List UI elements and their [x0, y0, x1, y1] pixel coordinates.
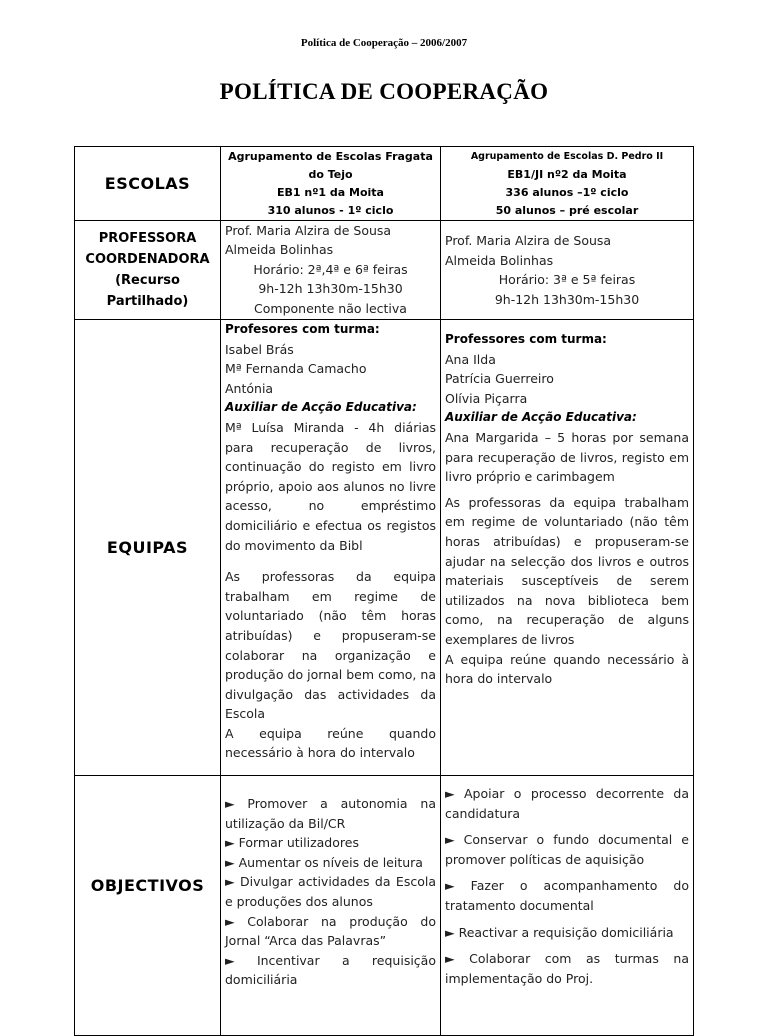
objective-item: ► Conservar o fundo documental e promover políticas de aquisição — [445, 832, 689, 867]
objective-item: ► Fazer o acompanhamento do tratamento documental — [445, 878, 689, 913]
cooperation-table — [74, 146, 694, 1036]
school-line: 336 alunos –1º ciclo — [505, 186, 629, 199]
objectives-fragata — [221, 776, 441, 1036]
label-equipas: EQUIPAS — [75, 320, 221, 776]
auxiliar-text: Mª Luísa Miranda - 4h diárias para recuperação de livros, continuação do registo em livro próprio, apoio aos alunos no livre acesso, no empréstimo domiciliário e efectua os registos do movimento da Bibl — [225, 419, 436, 553]
row-objectivos — [75, 776, 694, 1036]
team-member: Olívia Piçarra — [445, 390, 528, 406]
coordinator-name: Almeida Bolinhas — [225, 242, 334, 258]
school-line: EB1 nº1 da Moita — [277, 186, 384, 199]
school-dpedro — [441, 147, 694, 221]
team-member: Ana Ilda — [445, 351, 496, 367]
meeting-text: A equipa reúne quando necessário à hora do intervalo — [225, 725, 436, 761]
auxiliar-heading: Auxiliar de Acção Educativa: — [445, 410, 637, 425]
coordinator-note: Componente não lectiva — [254, 300, 407, 316]
label-line: (Recurso — [115, 273, 180, 288]
auxiliar-text: Ana Margarida – 5 horas por semana para recuperação de livros, registo em livro próprio e carimbagem — [445, 429, 689, 485]
objective-item: ► Aumentar os níveis de leitura — [225, 854, 423, 870]
objective-item: ► Reactivar a requisição domiciliária — [445, 924, 674, 940]
coordinator-schedule: Horário: 2ª,4ª e 6ª feiras — [253, 261, 408, 277]
school-fragata — [221, 147, 441, 221]
coordinator-name: Prof. Maria Alzira de Sousa — [445, 233, 612, 248]
objective-item: ► Colaborar na produção do Jornal “Arca das Palavras” — [225, 913, 436, 949]
school-line: do Tejo — [308, 168, 353, 181]
team-member: Antónia — [225, 380, 274, 396]
row-professora — [75, 221, 694, 320]
volunteer-text: As professoras da equipa trabalham em regime de voluntariado (não têm horas atribuídas) e propuseram-se colaborar na organização e produção do jornal bem como, na divulgação das actividades da Escola — [225, 569, 436, 722]
label-escolas: ESCOLAS — [75, 147, 221, 221]
label-objectivos: OBJECTIVOS — [75, 776, 221, 1036]
label-line: PROFESSORA — [98, 231, 197, 246]
coordinator-hours: 9h-12h 13h30m-15h30 — [494, 291, 640, 307]
objective-item: ► Formar utilizadores — [225, 835, 359, 851]
coordinator-fragata — [221, 221, 441, 320]
label-line: Partilhado) — [106, 294, 189, 309]
coordinator-schedule: Horário: 3ª e 5ª feiras — [498, 272, 636, 288]
objective-item: ► Divulgar actividades da Escola e produções dos alunos — [225, 874, 436, 909]
school-line: EB1/JI nº2 da Moita — [507, 168, 627, 181]
school-line: 50 alunos – pré escolar — [495, 204, 639, 217]
running-header: Política de Cooperação – 2006/2007 — [300, 37, 468, 49]
team-heading: Professores com turma: — [445, 332, 607, 346]
auxiliar-heading: Auxiliar de Acção Educativa: — [225, 400, 417, 415]
school-line: Agrupamento de Escolas D. Pedro II — [470, 151, 664, 162]
team-heading: Profesores com turma: — [225, 322, 380, 336]
meeting-text: A equipa reúne quando necessário à hora do intervalo — [445, 651, 689, 687]
volunteer-text: As professoras da equipa trabalham em regime de voluntariado (não têm horas atribuídas) e propuseram-se ajudar na selecção dos livros e outros materiais susceptíveis de serem utilizados na nova biblioteca bem como, na recuperação de alguns exemplares de livros — [445, 494, 689, 647]
objective-item: ► Colaborar com as turmas na implementação do Proj. — [445, 951, 689, 986]
row-escolas — [75, 147, 694, 221]
team-dpedro — [441, 320, 694, 776]
team-member: Mª Fernanda Camacho — [225, 361, 367, 377]
row-equipas — [75, 320, 694, 776]
objective-item: ► Incentivar a requisição domiciliária — [225, 952, 436, 988]
page-title: POLÍTICA DE COOPERAÇÃO — [219, 79, 549, 104]
team-member: Patrícia Guerreiro — [445, 371, 554, 387]
team-member: Isabel Brás — [225, 341, 294, 357]
coordinator-hours: 9h-12h 13h30m-15h30 — [258, 281, 403, 297]
coordinator-name: Prof. Maria Alzira de Sousa — [225, 223, 392, 238]
label-professora — [75, 221, 221, 320]
coordinator-name: Almeida Bolinhas — [445, 252, 554, 268]
label-line: COORDENADORA — [85, 252, 210, 267]
school-line: 310 alunos - 1º ciclo — [267, 204, 394, 217]
team-fragata — [221, 320, 441, 776]
objective-item: ► Promover a autonomia na utilização da Bil/CR — [225, 796, 436, 831]
school-line: Agrupamento de Escolas Fragata — [228, 150, 433, 163]
objective-item: ► Apoiar o processo decorrente da candidatura — [445, 786, 689, 821]
objectives-dpedro — [441, 776, 694, 1036]
coordinator-dpedro — [441, 221, 694, 320]
